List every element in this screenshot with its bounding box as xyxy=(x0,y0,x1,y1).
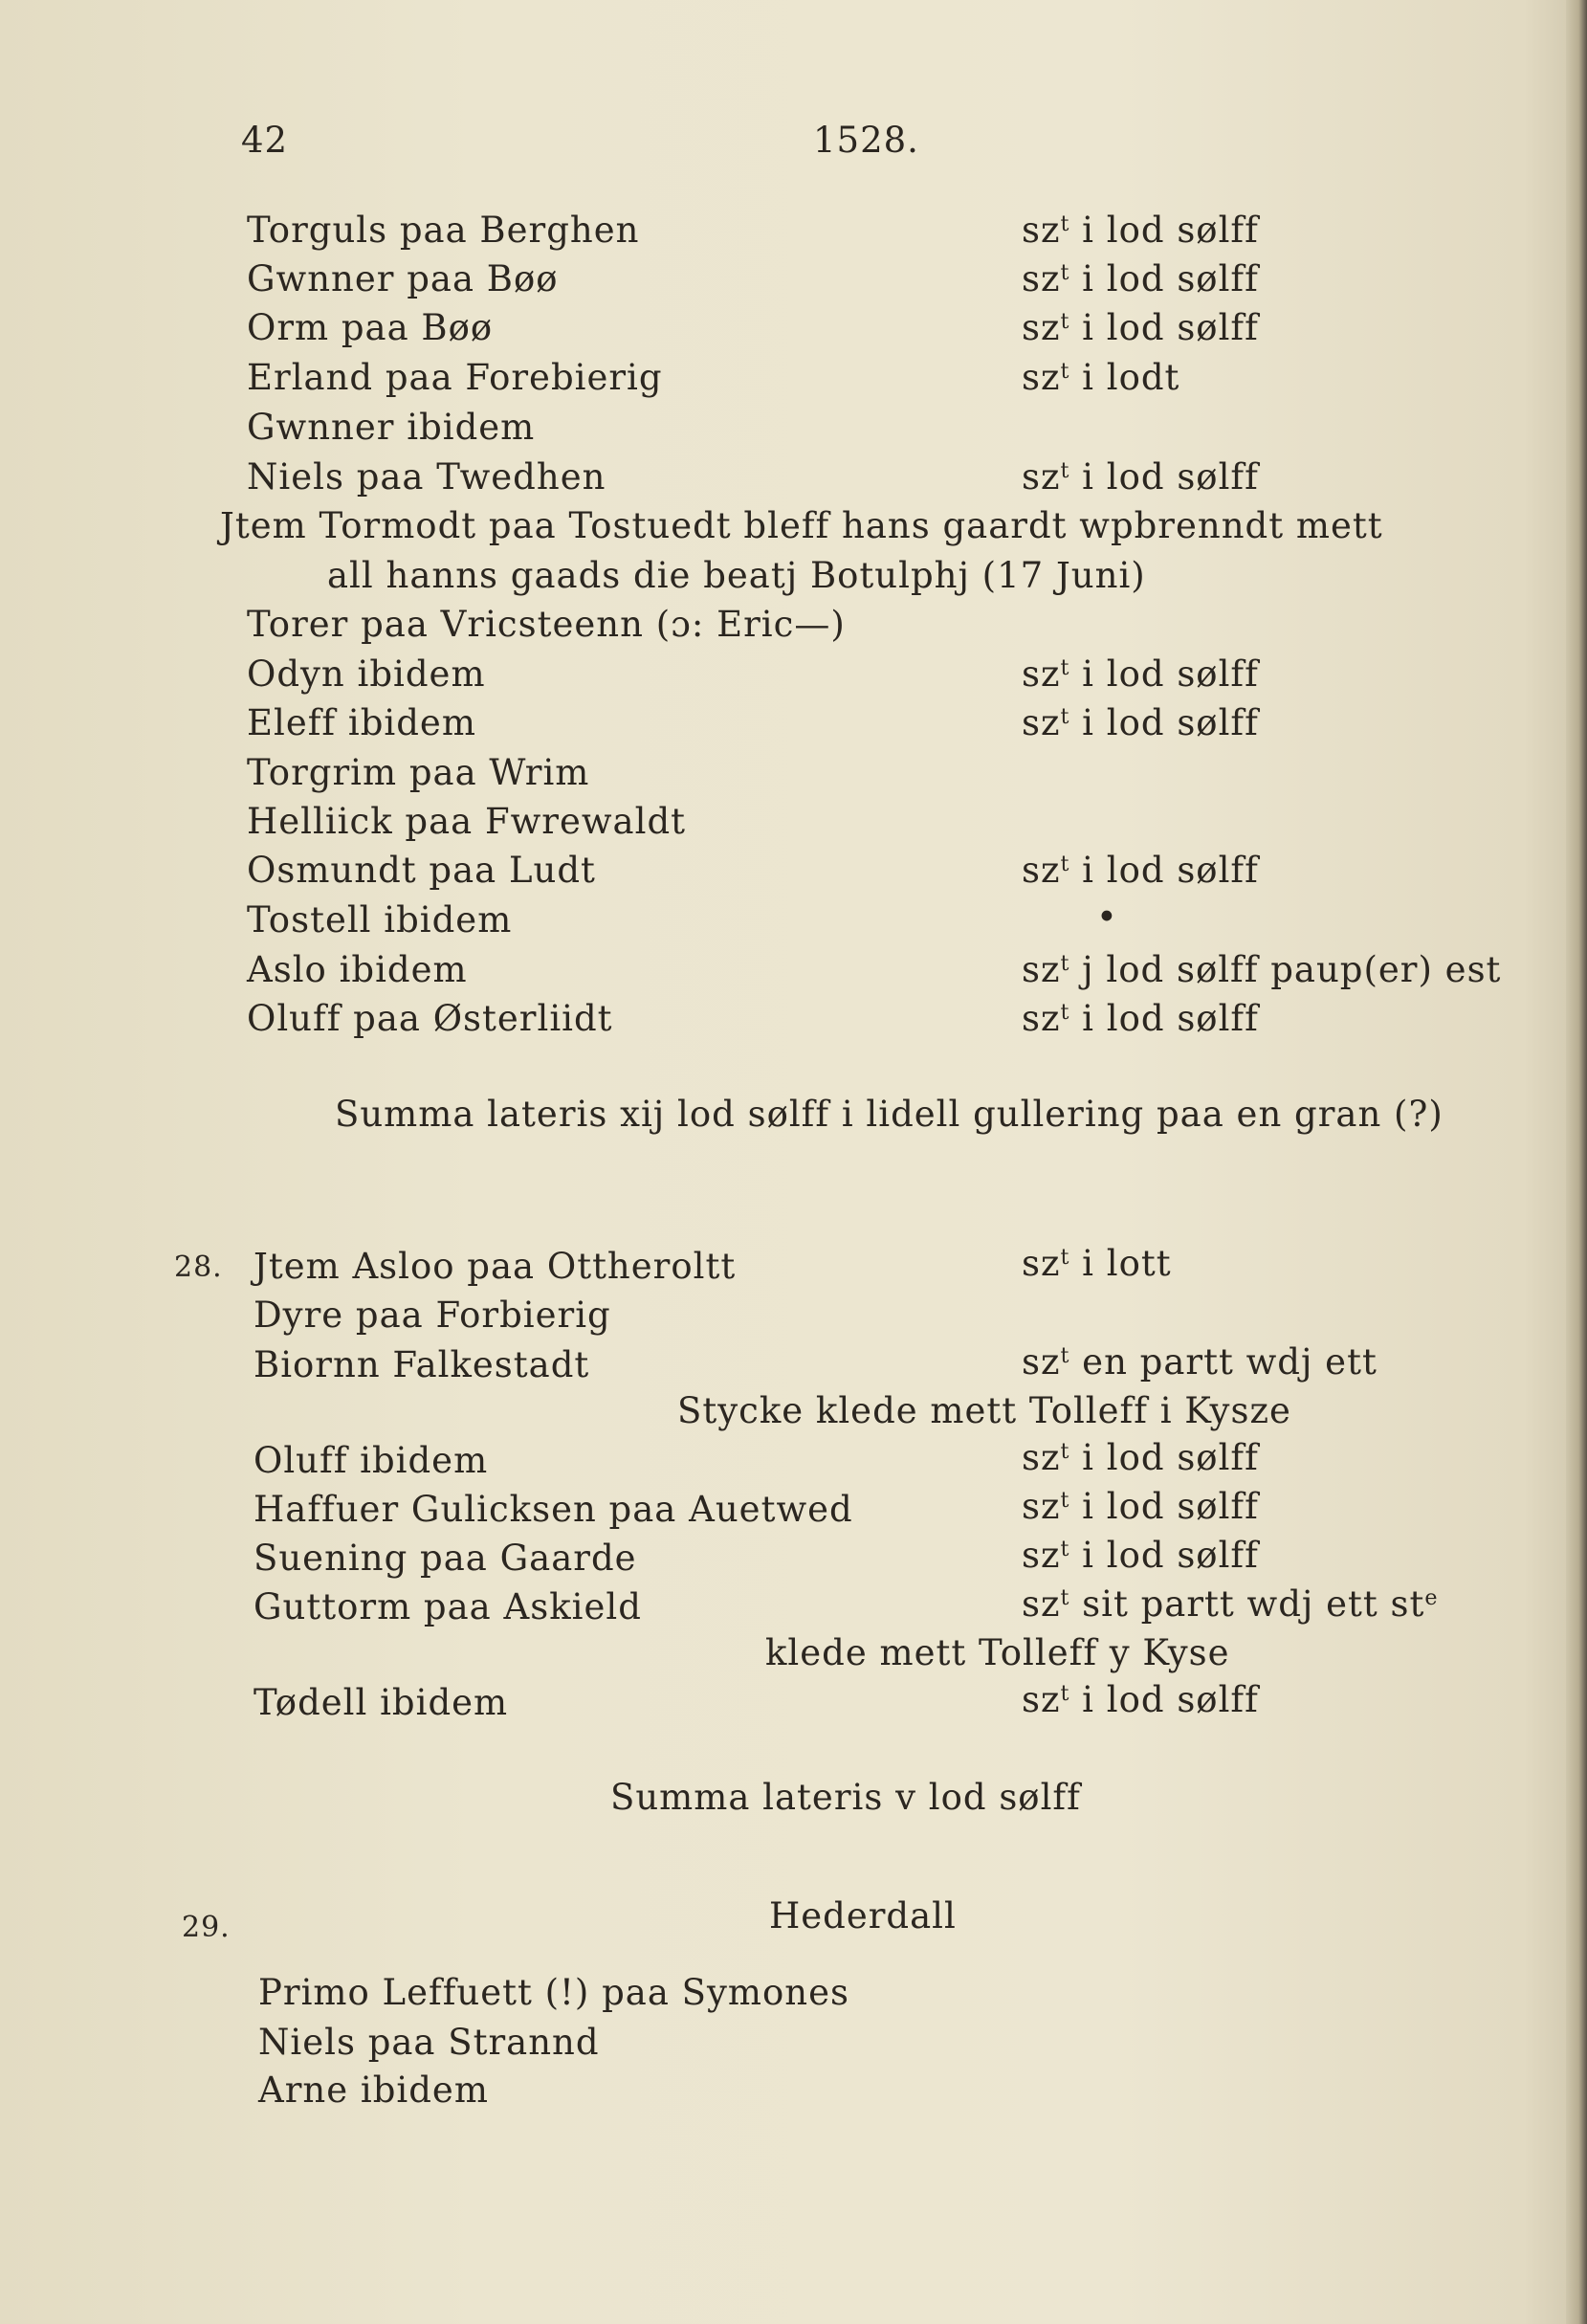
section-number: 28. xyxy=(174,1251,223,1284)
section-heading: Hederdall xyxy=(769,1895,957,1937)
entry-note: $sz^t$ sit partt wdj ett $st^e$ xyxy=(1022,1583,1439,1625)
entry-name: Suening paa Gaarde xyxy=(253,1538,637,1579)
entry-name: Arne ibidem xyxy=(258,2069,489,2111)
summa-line: Summa lateris xij lod sølff i lidell gullering paa en gran (?) xyxy=(335,1094,1444,1135)
continuation-line: Stycke klede mett Tolleff i Kysze xyxy=(677,1390,1291,1431)
dot-mark: • xyxy=(1096,896,1118,938)
entry-note: $sz^t$ i lod sølff xyxy=(1022,998,1259,1039)
summa-line: Summa lateris v lod sølff xyxy=(610,1777,1081,1818)
entry-name: Jtem Asloo paa Ottheroltt xyxy=(253,1246,737,1287)
entry-name: Helliick paa Fwrewaldt xyxy=(247,801,687,842)
section-number: 29. xyxy=(182,1911,231,1944)
entry-note: $sz^t$ i lod sølff xyxy=(1022,1679,1259,1720)
entry-name: Guttorm paa Askield xyxy=(253,1586,642,1627)
entry-name: Oluff paa Østerliidt xyxy=(247,998,613,1039)
entry-name: Aslo ibidem xyxy=(247,949,468,990)
page-edge xyxy=(1566,0,1587,2324)
entry-name: Gwnner paa Bøø xyxy=(247,258,559,299)
entry-name: Osmundt paa Ludt xyxy=(247,850,596,891)
entry-name: Torgrim paa Wrim xyxy=(247,752,590,793)
entry-name: Orm paa Bøø xyxy=(247,307,494,348)
year-heading: 1528. xyxy=(813,120,919,161)
entry-note: $sz^t$ i lod sølff xyxy=(1022,1535,1259,1576)
entry-name: Eleff ibidem xyxy=(247,702,476,743)
entry-note: $sz^t$ i lod sølff xyxy=(1022,1486,1259,1527)
entry-name: Niels paa Strannd xyxy=(258,2022,600,2063)
entry-name: Tostell ibidem xyxy=(247,899,513,941)
item-line: Jtem Tormodt paa Tostuedt bleff hans gaardt wpbrenndt mett xyxy=(220,505,1383,546)
entry-name: Erland paa Forebierig xyxy=(247,357,663,398)
entry-name: Odyn ibidem xyxy=(247,653,486,695)
entry-note: $sz^t$ i lod sølff xyxy=(1022,702,1259,743)
entry-note: $sz^t$ i lod sølff xyxy=(1022,1437,1259,1478)
entry-name: Gwnner ibidem xyxy=(247,407,536,448)
entry-note: $sz^t$ i lott xyxy=(1022,1243,1172,1284)
entry-name: Niels paa Twedhen xyxy=(247,456,606,498)
entry-note: $sz^t$ i lod sølff xyxy=(1022,850,1259,891)
entry-note: $sz^t$ i lod sølff xyxy=(1022,258,1259,299)
entry-note: $sz^t$ i lod sølff xyxy=(1022,653,1259,695)
entry-note: $sz^t$ i lod sølff xyxy=(1022,210,1259,251)
continuation-line: klede mett Tolleff y Kyse xyxy=(765,1632,1230,1673)
entry-name: Oluff ibidem xyxy=(253,1440,489,1481)
page-number: 42 xyxy=(241,120,289,161)
entry-name: Haffuer Gulicksen paa Auetwed xyxy=(253,1489,853,1530)
entry-note: $sz^t$ i lod sølff xyxy=(1022,456,1259,498)
entry-name: Tødell ibidem xyxy=(253,1682,509,1723)
item-line: all hanns gaads die beatj Botulphj (17 Juni) xyxy=(327,555,1146,596)
entry-name: Primo Leffuett (!) paa Symones xyxy=(258,1972,850,2013)
entry-note: $sz^t$ i lodt xyxy=(1022,357,1180,398)
entry-name: Torguls paa Berghen xyxy=(247,210,640,251)
entry-name: Dyre paa Forbierig xyxy=(253,1295,611,1336)
entry-name: Biornn Falkestadt xyxy=(253,1344,590,1385)
entry-note: $sz^t$ en partt wdj ett xyxy=(1022,1341,1378,1383)
entry-note: $sz^t$ j lod sølff paup(er) est xyxy=(1022,949,1502,990)
entry-note: $sz^t$ i lod sølff xyxy=(1022,307,1259,348)
entry-name: Torer paa Vricsteenn (ɔ: Eric—) xyxy=(247,604,846,645)
